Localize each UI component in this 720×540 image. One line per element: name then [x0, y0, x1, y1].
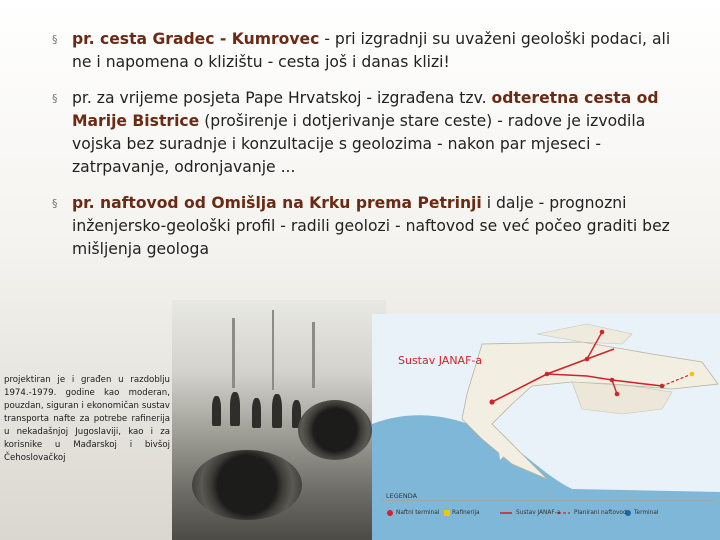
legend-item-terminal: Naftni terminal — [396, 510, 440, 516]
bullet-marker: § — [52, 92, 58, 105]
map-title: Sustav JANAF-a — [398, 354, 483, 367]
legend-item-planned: Planirani naftovod — [574, 510, 627, 516]
photo-worker — [252, 398, 261, 428]
pipeline-photo — [172, 300, 386, 540]
photo-tree — [232, 318, 235, 388]
bullet-naftovod — [52, 192, 692, 261]
bullet-highlight: pr. cesta Gradec - Kumrovec — [72, 30, 320, 48]
photo-pipe — [298, 400, 372, 460]
photo-tree — [272, 310, 274, 390]
bullet-marker: § — [52, 197, 58, 210]
janaf-map — [372, 314, 720, 540]
photo-tree — [312, 322, 315, 388]
legend-item-end-terminal: Terminal — [634, 510, 659, 516]
bullet-marker: § — [52, 33, 58, 46]
bullet-highlight: pr. naftovod od Omišlja na Krku prema Petrinji — [72, 194, 482, 212]
photo-worker — [272, 394, 282, 428]
photo-worker — [230, 392, 240, 426]
bullet-highlight: odteretna cesta od Marije Bistrice — [72, 89, 659, 130]
map-legend-title: LEGENDA — [386, 492, 418, 500]
bullet-text: (proširenje i dotjerivanje stare ceste) - radove je izvodila vojska bez suradnje i konzultacije s geolozima - nakon par mjeseci - zatrpavanje, odronjavanje ... — [72, 112, 646, 176]
photo-caption: projektiran je i građen u razdoblju 1974.-1979. godine kao moderan, pouzdan, siguran i ekonomičan sustav transporta nafte za potrebe rafinerija u nekadašnjoj Jugoslaviji, kao i za korisnike u Mađarskoj i bivšoj Čehoslovačkoj — [4, 375, 170, 463]
photo-worker — [212, 396, 221, 426]
legend-item-refinery: Rafinerija — [452, 510, 480, 516]
photo-pipe — [192, 450, 302, 520]
bullet-list — [52, 28, 692, 274]
bullet-text: - pri izgradnji su uvaženi geološki podaci, ali ne i napomena o klizištu - cesta još i danas klizi! — [72, 30, 671, 71]
legend-item-janaf: Sustav JANAF-a — [516, 510, 561, 516]
bullet-text: pr. za vrijeme posjeta Pape Hrvatskoj - izgrađena tzv. — [72, 89, 492, 107]
map-graphic — [372, 314, 720, 540]
bullet-text: i dalje - prognozni inženjersko-geološki profil - radili geolozi - naftovod se već počeo graditi bez mišljenja geologa — [72, 194, 670, 258]
bullet-papa-visit — [52, 87, 692, 179]
bullet-gradec-kumrovec — [52, 28, 692, 74]
